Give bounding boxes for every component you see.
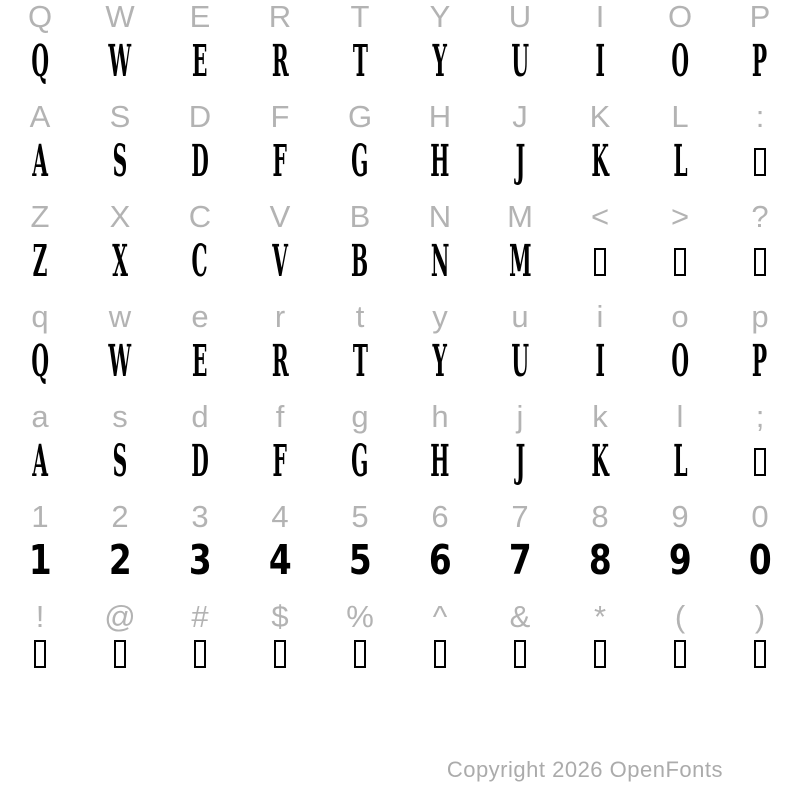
reference-glyph: N [428,199,452,234]
rendered-glyph: 5 [348,536,372,584]
rendered-glyph-row [0,436,800,487]
rendered-glyph: J [515,136,525,187]
reference-glyph: F [270,99,290,134]
reference-glyph: L [671,99,689,134]
rendered-glyph: N [430,236,450,287]
reference-glyph: O [667,0,693,34]
reference-glyph: d [191,399,209,434]
copyright-text: Copyright 2026 OpenFonts [446,757,723,782]
reference-glyph: 5 [351,499,369,534]
rendered-glyph-row [0,136,800,187]
reference-glyph: l [676,399,684,434]
reference-glyph: 7 [511,499,529,534]
rendered-glyph-row [0,236,800,287]
reference-glyph: # [191,599,209,634]
reference-glyph: Z [30,199,50,234]
notdef-box-glyph [594,248,606,276]
rendered-glyph: C [191,236,209,287]
rendered-glyph: E [192,36,208,87]
rendered-glyph-row [0,36,800,87]
rendered-glyph: F [272,436,288,487]
rendered-glyph: J [515,436,525,487]
notdef-box-glyph [354,640,366,668]
reference-glyph: t [355,299,365,334]
reference-glyph-row [0,501,800,532]
reference-glyph: > [670,199,690,234]
reference-glyph: ^ [432,599,448,634]
rendered-glyph: 7 [508,536,532,584]
reference-glyph: % [346,599,374,634]
rendered-glyph: 4 [268,536,292,584]
reference-glyph: 6 [431,499,449,534]
rendered-glyph: H [430,436,450,487]
reference-glyph: s [112,399,128,434]
rendered-glyph: R [271,36,289,87]
notdef-box-glyph [514,640,526,668]
reference-glyph: X [109,199,131,234]
reference-glyph: y [432,299,448,334]
rendered-glyph: Y [432,336,448,387]
reference-glyph-row [0,401,800,432]
rendered-glyph: 6 [428,536,452,584]
rendered-glyph: D [191,436,209,487]
rendered-glyph: P [752,336,768,387]
reference-glyph: W [105,0,135,34]
reference-glyph: i [596,299,604,334]
reference-glyph: w [108,299,132,334]
reference-glyph: V [269,199,291,234]
rendered-glyph: Y [432,36,448,87]
rendered-glyph: A [32,136,48,187]
notdef-box-glyph [754,148,766,176]
reference-glyph: 0 [751,499,769,534]
notdef-box-glyph [434,640,446,668]
rendered-glyph: W [108,336,132,387]
reference-glyph: @ [104,599,136,634]
rendered-glyph: 1 [28,536,52,584]
reference-glyph: 8 [591,499,609,534]
rendered-glyph-row [0,640,800,668]
rendered-glyph: K [591,436,609,487]
reference-glyph: & [509,599,531,634]
reference-glyph: R [268,0,292,34]
reference-glyph: j [516,399,524,434]
reference-glyph: $ [271,599,289,634]
reference-glyph: k [592,399,608,434]
rendered-glyph: T [352,336,368,387]
rendered-glyph: O [671,336,689,387]
reference-glyph: : [755,99,765,134]
rendered-glyph-row [0,336,800,387]
rendered-glyph: G [351,436,369,487]
rendered-glyph: H [430,136,450,187]
reference-glyph: 9 [671,499,689,534]
rendered-glyph: Q [31,336,49,387]
notdef-box-glyph [274,640,286,668]
rendered-glyph: 9 [668,536,692,584]
reference-glyph: Y [429,0,451,34]
notdef-box-glyph [754,448,766,476]
rendered-glyph: S [112,136,128,187]
rendered-glyph: U [511,36,529,87]
rendered-glyph-row [0,536,800,584]
notdef-box-glyph [674,248,686,276]
reference-glyph: p [751,299,769,334]
reference-glyph: K [589,99,611,134]
reference-glyph: 4 [271,499,289,534]
rendered-glyph: 8 [588,536,612,584]
reference-glyph: h [431,399,449,434]
rendered-glyph: M [508,236,532,287]
reference-glyph: u [511,299,529,334]
reference-glyph: E [189,0,211,34]
rendered-glyph: G [351,136,369,187]
rendered-glyph: R [271,336,289,387]
reference-glyph: o [671,299,689,334]
reference-glyph: ! [35,599,45,634]
reference-glyph: U [508,0,532,34]
rendered-glyph: 0 [748,536,772,584]
rendered-glyph: O [671,36,689,87]
reference-glyph: C [188,199,212,234]
reference-glyph-row [0,1,800,32]
reference-glyph: 2 [111,499,129,534]
reference-glyph: T [350,0,370,34]
rendered-glyph: X [112,236,128,287]
reference-glyph: 1 [31,499,49,534]
rendered-glyph: L [672,436,688,487]
reference-glyph: B [349,199,371,234]
reference-glyph-row [0,101,800,132]
rendered-glyph: Q [31,36,49,87]
rendered-glyph: A [32,436,48,487]
reference-glyph: 3 [191,499,209,534]
reference-glyph: D [188,99,212,134]
reference-glyph: ? [751,199,769,234]
reference-glyph: * [593,599,607,634]
rendered-glyph: 3 [188,536,212,584]
reference-glyph: e [191,299,209,334]
reference-glyph: ) [754,599,766,634]
notdef-box-glyph [674,640,686,668]
reference-glyph: H [428,99,452,134]
reference-glyph: I [595,0,605,34]
rendered-glyph: 2 [108,536,132,584]
notdef-box-glyph [194,640,206,668]
rendered-glyph: I [595,336,605,387]
notdef-box-glyph [754,248,766,276]
rendered-glyph: K [591,136,609,187]
rendered-glyph: L [672,136,688,187]
reference-glyph: a [31,399,49,434]
rendered-glyph: W [108,36,132,87]
notdef-box-glyph [754,640,766,668]
reference-glyph: r [274,299,286,334]
reference-glyph: q [31,299,49,334]
reference-glyph: Q [27,0,53,34]
reference-glyph: G [347,99,373,134]
rendered-glyph: U [511,336,529,387]
notdef-box-glyph [594,640,606,668]
reference-glyph: J [512,99,528,134]
rendered-glyph: S [112,436,128,487]
reference-glyph: A [29,99,51,134]
reference-glyph: ; [755,399,765,434]
reference-glyph: M [507,199,533,234]
rendered-glyph: V [272,236,288,287]
rendered-glyph: D [191,136,209,187]
reference-glyph-row [0,301,800,332]
rendered-glyph: I [595,36,605,87]
reference-glyph: f [275,399,285,434]
reference-glyph-row [0,601,800,632]
rendered-glyph: P [752,36,768,87]
reference-glyph: g [351,399,369,434]
notdef-box-glyph [114,640,126,668]
rendered-glyph: F [272,136,288,187]
rendered-glyph: Z [32,236,48,287]
rendered-glyph: E [192,336,208,387]
notdef-box-glyph [34,640,46,668]
rendered-glyph: T [352,36,368,87]
reference-glyph: P [749,0,771,34]
reference-glyph: < [590,199,610,234]
reference-glyph: ( [674,599,686,634]
reference-glyph: S [109,99,131,134]
rendered-glyph: B [351,236,369,287]
reference-glyph-row [0,201,800,232]
